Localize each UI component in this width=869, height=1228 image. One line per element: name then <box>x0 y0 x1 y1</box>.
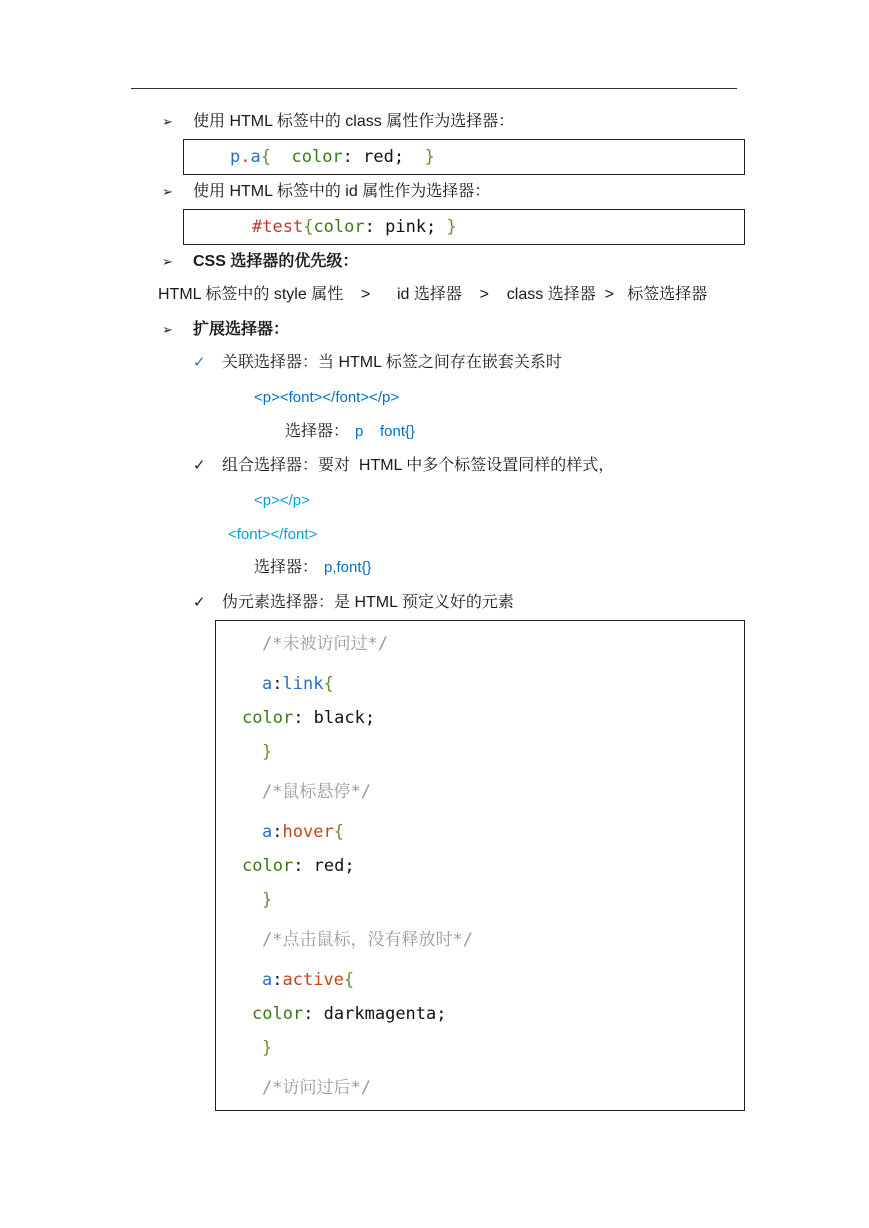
arrow-bullet-icon: ➢ <box>162 114 173 129</box>
assoc-selector-label: 选择器： <box>285 423 350 440</box>
pseudo-selector-text: 伪元素选择器：是 HTML 预定义好的元素 <box>222 594 514 611</box>
code-close-brace: } <box>262 742 273 762</box>
code-colon: : <box>303 1004 314 1024</box>
check-icon: ✓ <box>193 457 206 474</box>
code-line <box>262 969 354 991</box>
code-comment: /*未被访问过*/ <box>262 634 388 654</box>
code-line <box>230 146 435 168</box>
code-colon: : <box>364 217 375 237</box>
code-property: color <box>242 708 294 728</box>
code-close-brace: } <box>262 890 273 910</box>
code-property: color <box>242 856 294 876</box>
code-value: pink; <box>374 217 437 237</box>
check-icon: ✓ <box>193 354 206 371</box>
code-line <box>262 673 334 695</box>
code-line <box>242 707 375 729</box>
check-icon: ✓ <box>193 594 206 611</box>
code-line <box>252 1003 447 1025</box>
code-colon: : <box>272 674 283 694</box>
code-close-brace: } <box>424 147 435 167</box>
code-comment: /*访问过后*/ <box>262 1078 371 1098</box>
code-colon: : <box>272 970 283 990</box>
code-open-brace: { <box>260 147 271 167</box>
code-value: red; <box>303 856 355 876</box>
id-selector-text: 使用 HTML 标签中的 id 属性作为选择器： <box>193 183 491 200</box>
arrow-bullet-icon: ➢ <box>162 254 173 269</box>
assoc-example: <p><font></font></p> <box>254 389 400 406</box>
code-colon: : <box>342 147 353 167</box>
extend-title: 扩展选择器： <box>193 321 290 338</box>
code-open-brace: { <box>343 970 355 990</box>
code-colon: : <box>293 708 304 728</box>
code-selector: #test <box>252 217 304 237</box>
group-example-1: <p></p> <box>254 492 310 509</box>
group-selector-value: p,font{} <box>324 559 372 576</box>
code-selector: a <box>262 970 273 990</box>
arrow-bullet-icon: ➢ <box>162 184 173 199</box>
code-line <box>262 821 344 843</box>
code-open-brace: { <box>333 822 344 842</box>
code-open-brace: { <box>303 217 314 237</box>
code-close-brace: } <box>262 1038 273 1058</box>
code-colon: : <box>272 822 283 842</box>
group-selector-label: 选择器： <box>254 559 319 576</box>
code-value: black; <box>303 708 376 728</box>
code-block-id <box>183 209 745 245</box>
code-class: a <box>250 147 261 167</box>
code-selector: p <box>230 147 241 167</box>
code-open-brace: { <box>323 674 334 694</box>
code-selector: a <box>262 674 273 694</box>
code-close-brace: } <box>446 217 457 237</box>
code-comment: /*鼠标悬停*/ <box>262 782 371 802</box>
assoc-selector-value: p font{} <box>355 423 416 440</box>
group-selector-text: 组合选择器：要对 HTML 中多个标签设置同样的样式， <box>222 457 615 474</box>
code-line <box>252 216 457 238</box>
code-dot: . <box>240 147 251 167</box>
assoc-selector-text: 关联选择器：当 HTML 标签之间存在嵌套关系时 <box>222 354 562 371</box>
code-value: darkmagenta; <box>313 1004 447 1024</box>
code-value: red; <box>352 147 405 167</box>
group-example-2: <font></font> <box>228 526 318 543</box>
code-selector: a <box>262 822 273 842</box>
code-pseudo: active <box>282 970 344 990</box>
code-property: color <box>252 1004 304 1024</box>
code-line <box>242 855 355 877</box>
class-selector-text: 使用 HTML 标签中的 class 属性作为选择器： <box>193 113 515 130</box>
header-rule <box>131 88 737 89</box>
arrow-bullet-icon: ➢ <box>162 322 173 337</box>
code-block-pseudo <box>215 620 745 1111</box>
code-property: color <box>291 147 343 167</box>
code-pseudo: hover <box>282 822 334 842</box>
code-block-class <box>183 139 745 175</box>
code-colon: : <box>293 856 304 876</box>
code-property: color <box>313 217 365 237</box>
priority-line: HTML 标签中的 style 属性 > id 选择器 > class 选择器 > 标签选择器 <box>158 286 708 303</box>
code-pseudo: link <box>282 674 324 694</box>
priority-title: CSS 选择器的优先级： <box>193 253 359 270</box>
code-comment: /*点击鼠标，没有释放时*/ <box>262 930 473 950</box>
